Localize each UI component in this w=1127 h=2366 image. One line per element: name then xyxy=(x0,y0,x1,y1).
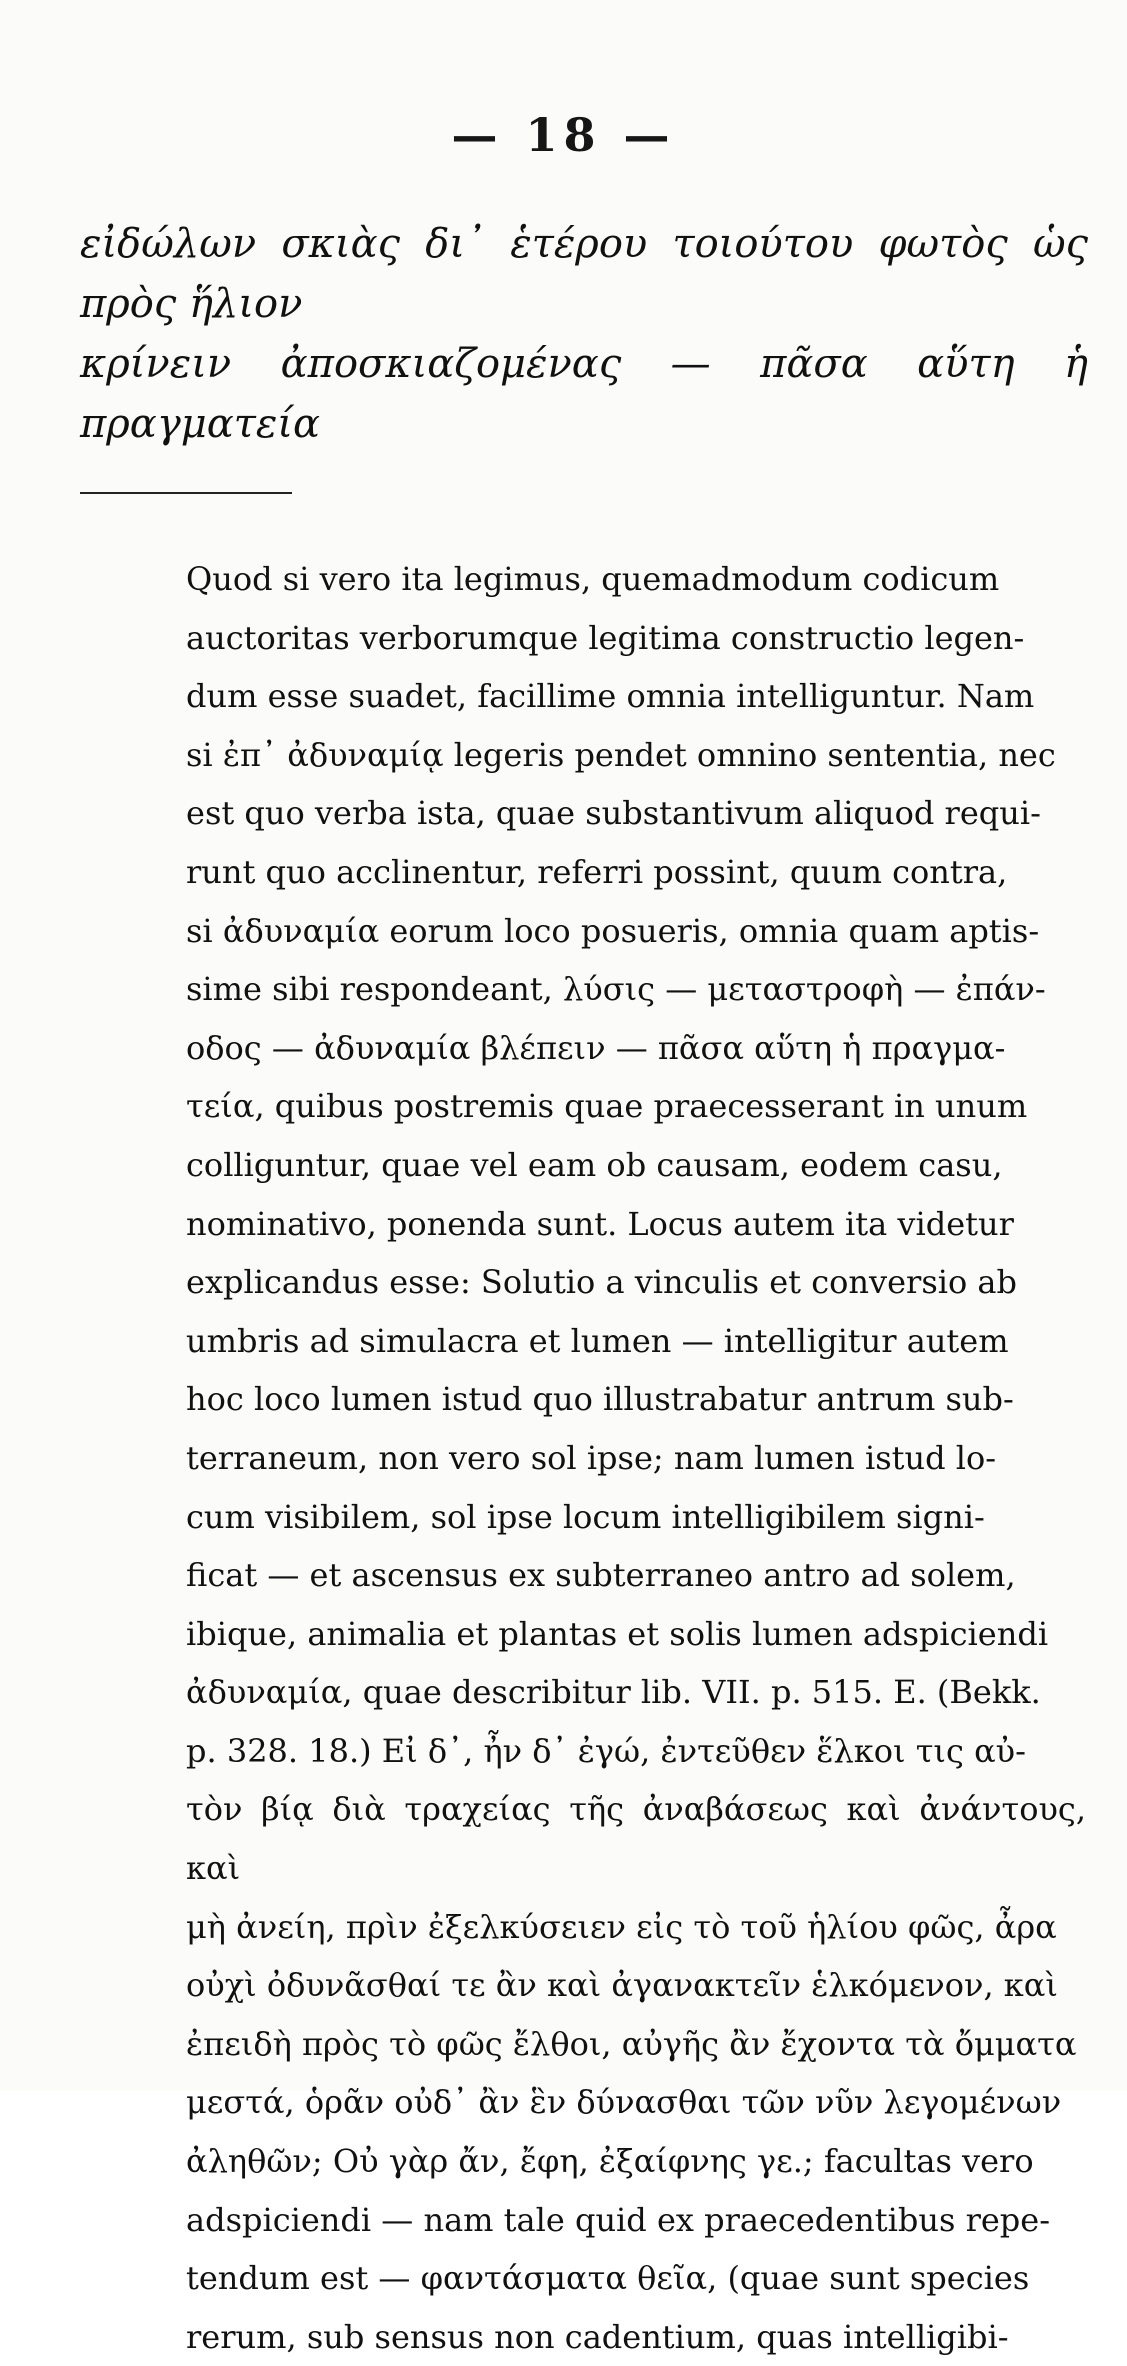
text-line: nominativo, ponenda sunt. Locus autem ita videtur xyxy=(186,1204,1014,1243)
text-line: tendum est — φαντάσματα θεῖα, (quae sunt species xyxy=(186,2259,1030,2298)
text-line: εἰδώλων σκιὰς δι᾽ ἑτέρου τοιούτου φωτὸς ὡς πρὸς ἥλιον xyxy=(80,221,1088,327)
text-line: ἀληθῶν; Οὐ γὰρ ἄν, ἔφη, ἐξαίφνης γε.; facultas vero xyxy=(186,2142,1034,2181)
text-line: est quo verba ista, quae substantivum aliquod requi- xyxy=(186,794,1041,833)
text-line: sime sibi respondeant, λύσις — μεταστροφὴ — ἐπάν- xyxy=(186,970,1046,1009)
text-line: runt quo acclinentur, referri possint, quum contra, xyxy=(186,852,1008,891)
text-line: ἐπειδὴ πρὸς τὸ φῶς ἔλθοι, αὐγῆς ἂν ἔχοντα τὰ ὄμματα xyxy=(186,2024,1077,2063)
text-line: οὐχὶ ὀδυνᾶσθαί τε ἂν καὶ ἀγανακτεῖν ἑλκόμενον, καὶ xyxy=(186,1966,1058,2005)
text-line: οδος — ἀδυναμία βλέπειν — πᾶσα αὕτη ἡ πραγμα- xyxy=(186,1028,1006,1067)
greek-continuation xyxy=(80,214,1088,454)
text-line: dum esse suadet, facillime omnia intelliguntur. Nam xyxy=(186,677,1035,716)
footnote-divider xyxy=(80,492,292,494)
text-line: μεστά, ὁρᾶν οὐδ᾽ ἂν ἓν δύνασθαι τῶν νῦν λεγομένων xyxy=(186,2083,1062,2122)
text-line: ἀδυναμία, quae describitur lib. VII. p. 515. E. (Bekk. xyxy=(186,1673,1041,1712)
text-line: p. 328. 18.) Εἰ δ᾽, ἦν δ᾽ ἐγώ, ἐντεῦθεν ἕλκοι τις αὐ- xyxy=(186,1731,1026,1770)
text-line: Quod si vero ita legimus, quemadmodum codicum xyxy=(186,560,1000,598)
text-line: κρίνειν ἀποσκιαζομένας — πᾶσα αὕτη ἡ πραγματεία xyxy=(80,341,1088,447)
text-line: cum visibilem, sol ipse locum intelligibilem signi- xyxy=(186,1497,985,1536)
text-line: ibique, animalia et plantas et solis lumen adspiciendi xyxy=(186,1614,1049,1653)
text-line: colliguntur, quae vel eam ob causam, eodem casu, xyxy=(186,1145,1003,1184)
text-line: rerum, sub sensus non cadentium, quas intelligibi- xyxy=(186,2317,1009,2356)
text-line: μὴ ἀνείη, πρὶν ἐξελκύσειεν εἰς τὸ τοῦ ἡλίου φῶς, ἆρα xyxy=(186,1907,1057,1946)
page-number: — 18 — xyxy=(451,108,676,162)
text-line: terraneum, non vero sol ipse; nam lumen istud lo- xyxy=(186,1438,997,1477)
text-line: τεία, quibus postremis quae praecesserant in unum xyxy=(186,1087,1028,1126)
text-line: auctoritas verborumque legitima constructio legen- xyxy=(186,618,1025,657)
text-line: umbris ad simulacra et lumen — intelligitur autem xyxy=(186,1321,1009,1360)
text-line: hoc loco lumen istud quo illustrabatur antrum sub- xyxy=(186,1380,1014,1419)
text-line: explicandus esse: Solutio a vinculis et conversio ab xyxy=(186,1263,1017,1302)
commentary-text xyxy=(186,550,1086,2366)
text-line: τὸν βίᾳ διὰ τραχείας τῆς ἀναβάσεως καὶ ἀνάντους, καὶ xyxy=(186,1790,1086,1888)
text-line: adspiciendi — nam tale quid ex praecedentibus repe- xyxy=(186,2200,1051,2239)
text-line: ficat — et ascensus ex subterraneo antro ad solem, xyxy=(186,1556,1016,1595)
text-line: si ἀδυναμία eorum loco posueris, omnia quam aptis- xyxy=(186,911,1040,950)
text-line: si ἐπ᾽ ἀδυναμίᾳ legeris pendet omnino sententia, nec xyxy=(186,735,1056,774)
